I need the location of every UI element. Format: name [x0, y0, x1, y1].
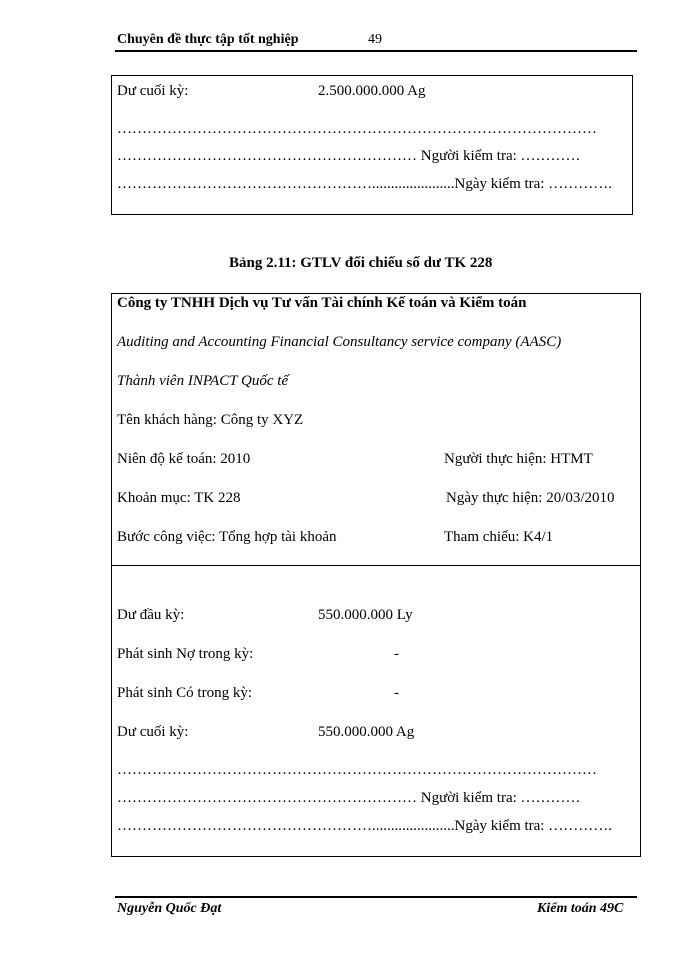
prev-reviewer-line: …………………………………………………… Người kiểm tra: ………… — [117, 148, 581, 164]
prev-closing-label: Dư cuối kỳ: — [117, 83, 189, 99]
opening-value: 550.000.000 Ly — [318, 607, 413, 623]
credit-label: Phát sinh Có trong kỳ: — [117, 685, 253, 701]
company-name-vi: Công ty TNHH Dịch vụ Tư vấn Tài chính Kế toán và Kiểm toán — [117, 295, 527, 311]
closing-label: Dư cuối kỳ: — [117, 724, 189, 740]
account-item: Khoản mục: TK 228 — [117, 490, 241, 506]
header-title: Chuyên đề thực tập tốt nghiệp — [117, 32, 299, 47]
header-rule — [115, 50, 637, 52]
perform-date: Ngày thực hiện: 20/03/2010 — [446, 490, 615, 506]
table-title: Bảng 2.11: GTLV đối chiếu số dư TK 228 — [229, 255, 493, 271]
performer: Người thực hiện: HTMT — [444, 451, 593, 467]
page-number: 49 — [368, 32, 382, 47]
footer-author: Nguyễn Quốc Đạt — [117, 901, 222, 916]
prev-closing-value: 2.500.000.000 Ag — [318, 83, 426, 99]
debit-label: Phát sinh Nợ trong kỳ: — [117, 646, 254, 662]
company-member: Thành viên INPACT Quốc tế — [117, 373, 289, 389]
opening-label: Dư đầu kỳ: — [117, 607, 185, 623]
credit-value: - — [394, 685, 399, 701]
review-date-line: ……………………………………………......................Ngày kiểm tra: …………. — [117, 818, 612, 834]
fiscal-year: Niên độ kế toán: 2010 — [117, 451, 251, 467]
prev-dots-line-1: …………………………………………………………………………………… — [117, 121, 597, 137]
client-name: Tên khách hàng: Công ty XYZ — [117, 412, 304, 428]
reference: Tham chiếu: K4/1 — [444, 529, 554, 545]
reviewer-line: …………………………………………………… Người kiểm tra: ………… — [117, 790, 581, 806]
debit-value: - — [394, 646, 399, 662]
prev-review-date-line: ……………………………………………......................Ngày kiểm tra: …………. — [117, 176, 612, 192]
work-step: Bước công việc: Tổng hợp tài khoản — [117, 529, 337, 545]
footer-rule — [115, 896, 637, 898]
dots-line-1: …………………………………………………………………………………… — [117, 762, 597, 778]
closing-value: 550.000.000 Ag — [318, 724, 415, 740]
company-name-en: Auditing and Accounting Financial Consultancy service company (AASC) — [117, 334, 562, 350]
footer-class: Kiểm toán 49C — [537, 901, 624, 916]
